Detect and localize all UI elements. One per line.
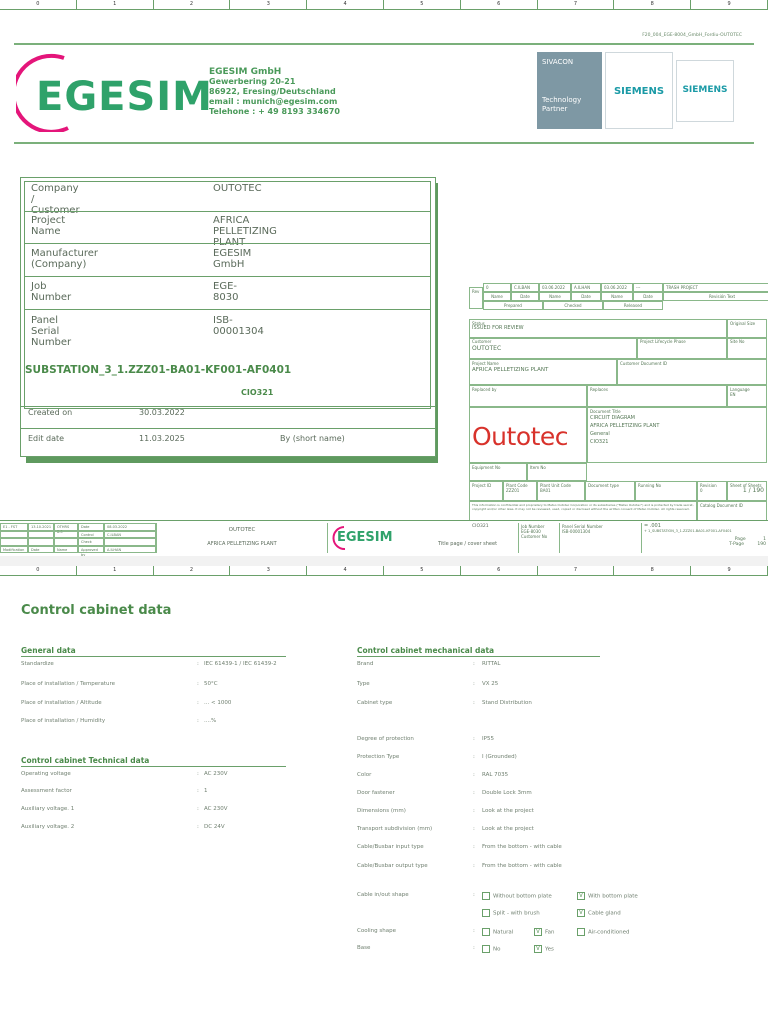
general-label: Place of installation / Humidity — [21, 718, 106, 724]
tech-colon: : — [197, 824, 199, 830]
replaces-label: Replaces — [587, 385, 727, 407]
mech-label: Door fastener — [357, 790, 395, 796]
revision-header-label: Date — [511, 292, 539, 301]
tech-label: Assessment factor — [21, 788, 72, 794]
document-title-line-3: General — [590, 431, 610, 437]
siemens-logo-box-2 — [676, 60, 734, 122]
revision-header-label: Name — [601, 292, 633, 301]
revision-role-label: Released — [603, 301, 663, 310]
revision-cell — [697, 481, 727, 501]
plant-unit-cell — [537, 481, 585, 501]
tech-value: DC 24V — [204, 824, 225, 830]
info-value: OUTOTEC — [213, 183, 262, 194]
checkbox-icon — [577, 928, 585, 936]
mech-label: Cable/Busbar output type — [357, 863, 428, 869]
footer-tpage-label: T-Page — [729, 542, 744, 547]
mech-label: Type — [357, 681, 370, 687]
mech-colon: : — [473, 681, 475, 687]
opt-base-yes[interactable] — [534, 945, 554, 953]
footer-revision-cell: 08.03.2022 — [104, 523, 156, 531]
mech-value: RAL 7035 — [482, 772, 509, 778]
customer-cell — [469, 337, 637, 359]
mech-colon: : — [473, 700, 475, 706]
opt-label: Yes — [545, 946, 554, 953]
page-gap — [0, 556, 768, 566]
footer-panel-label: Panel Serial Number — [562, 524, 603, 529]
footer-equipment: = .001 — [644, 523, 661, 529]
plant-code-label: Plant Code — [506, 483, 528, 488]
opt-label: With bottom plate — [588, 893, 638, 900]
sheet-value: 1 / 190 — [742, 487, 764, 494]
footer-job-value: EGE-8030 — [521, 529, 541, 534]
column-ruler — [0, 0, 768, 10]
footer-cio: CIO321 — [472, 524, 489, 529]
footer-revision-cell: 13.10.2021 — [28, 523, 54, 531]
original-size-label: Original Size — [727, 319, 767, 339]
document-title-line-2: AFRICA PELLETIZING PLANT — [590, 423, 660, 429]
footer-egesim-logo — [330, 525, 400, 551]
footer-revision-cell: OTHRS 8.0 — [54, 523, 78, 531]
opt-label: Cable gland — [588, 910, 621, 917]
ruler-column-2: 2 — [154, 0, 231, 9]
info-value: ISB-00001304 — [213, 315, 264, 337]
ruler-column-5: 5 — [384, 566, 461, 575]
general-value: ... < 1000 — [204, 700, 232, 706]
status-cell — [469, 319, 727, 339]
ruler-column-8: 8 — [614, 566, 691, 575]
mechanical-data-rule — [357, 656, 600, 657]
base-label: Base — [357, 945, 371, 951]
siemens-wordmark-1: SIEMENS — [613, 86, 665, 97]
revision-row-cell: 03.06.2022 — [539, 283, 571, 292]
info-label: Job Number — [31, 281, 72, 303]
info-row-divider — [24, 276, 430, 277]
ruler-column-6: 6 — [461, 566, 538, 575]
opt-label: Fan — [545, 929, 555, 936]
ruler-column-3: 3 — [230, 566, 307, 575]
site-no-label: Site No — [727, 337, 767, 359]
footer-tpage-value: 190 — [757, 542, 766, 547]
footer-customer-no: Customer No — [521, 534, 548, 539]
revision-header-label: Name — [483, 292, 511, 301]
mech-label: Cable/Busbar input type — [357, 844, 424, 850]
revision-header-label: Date — [571, 292, 601, 301]
company-city: 86922, Eresing/Deutschland — [209, 87, 336, 96]
customer-value: OUTOTEC — [472, 345, 502, 352]
opt-fan[interactable] — [534, 928, 555, 936]
technical-data-header: Control cabinet Technical data — [21, 756, 150, 765]
cooling-shape-colon: : — [473, 928, 475, 934]
created-on-value: 30.03.2022 — [139, 408, 185, 417]
project-name-cell — [469, 359, 617, 385]
mech-label: Color — [357, 772, 372, 778]
company-name: EGESIM GmbH — [209, 67, 282, 77]
mechanical-data-header: Control cabinet mechanical data — [357, 646, 495, 655]
checkbox-icon — [482, 945, 490, 953]
siemens-logo-box-1 — [605, 52, 673, 129]
revision-header-label: Date — [633, 292, 663, 301]
checkbox-icon — [482, 892, 490, 900]
lifecycle-label: Project Lifecycle Phase — [637, 337, 727, 359]
opt-label: No — [493, 946, 501, 953]
plant-unit-value: BA01 — [540, 488, 551, 493]
revision-header-label: Name — [539, 292, 571, 301]
header-rule — [14, 43, 754, 45]
document-title-label: Document Title — [590, 409, 621, 414]
confidentiality-notice: This information is confidential and proprietary to Metso Outotec Corporation or its subsidiaries ("Metso Outotec") and is protected by trade secret, copyright and/or other laws. It may not be reviewed, used, copied or disclosed without the written consent of Metso Outotec. All rights reserved. — [469, 501, 697, 521]
ruler-column-3: 3 — [230, 0, 307, 9]
tech-label: Operating voltage — [21, 771, 71, 777]
control-cabinet-data-page — [0, 566, 768, 1024]
replaced-by-label: Replaced by — [469, 385, 587, 407]
info-divider-2 — [21, 428, 435, 429]
footer-customer: OUTOTEC — [228, 527, 256, 533]
plant-code-cell — [503, 481, 537, 501]
technology-partner-text: Technology Partner — [542, 96, 582, 113]
mech-colon: : — [473, 808, 475, 814]
header-bottom-rule — [14, 142, 754, 144]
sivacon-badge — [537, 52, 602, 129]
sheet-label: Sheet of Sheets — [730, 483, 762, 488]
mech-colon: : — [473, 772, 475, 778]
mech-colon: : — [473, 736, 475, 742]
opt-air-conditioned[interactable] — [577, 928, 630, 936]
outotec-logo-cell — [469, 407, 587, 463]
ruler-column-1: 1 — [77, 566, 154, 575]
footer-revision-cell: Check — [78, 538, 104, 546]
footer-revision-cell: Date — [78, 523, 104, 531]
ruler-column-4: 4 — [307, 566, 384, 575]
mech-colon: : — [473, 661, 475, 667]
revision-role-label: Prepared — [483, 301, 543, 310]
ruler-column-6: 6 — [461, 0, 538, 9]
general-value: IEC 61439-1 / IEC 61439-2 — [204, 661, 277, 667]
document-title-line-4: CIO321 — [590, 439, 609, 445]
project-name-value: AFRICA PELLETIZING PLANT — [472, 367, 549, 373]
mech-value: RITTAL — [482, 661, 501, 667]
cio-code: CIO321 — [241, 388, 274, 397]
ruler-column-7: 7 — [538, 0, 615, 9]
checkbox-checked-icon: V — [534, 945, 542, 953]
checkbox-checked-icon: V — [534, 928, 542, 936]
substation-code: SUBSTATION_3_1.ZZZ01-BA01-KF001-AF0401 — [25, 364, 292, 376]
info-row-divider — [24, 243, 430, 244]
tech-colon: : — [197, 788, 199, 794]
revision-label: Revision — [700, 483, 717, 488]
ruler-column-8: 8 — [614, 0, 691, 9]
footer-revision-cell: A.ILHAN — [104, 546, 156, 554]
project-info-box — [20, 177, 436, 457]
by-short-name-label: By (short name) — [280, 434, 345, 443]
mech-colon: : — [473, 790, 475, 796]
footer-page-numbers — [729, 537, 766, 547]
footer-sheet-title: Title page / cover sheet — [438, 541, 498, 547]
checkbox-checked-icon: V — [577, 892, 585, 900]
revision-row-cell: 03.06.2022 — [601, 283, 633, 292]
mech-label: Brand — [357, 661, 374, 667]
opt-label: Split - with brush — [493, 910, 540, 917]
footer-revision-cell — [54, 538, 78, 546]
logo-wordmark: EGESIM — [36, 74, 213, 120]
cable-shape-label: Cable in/out shape — [357, 892, 409, 898]
opt-with-bottom-plate[interactable] — [577, 892, 638, 900]
footer-revision-cell — [54, 531, 78, 539]
egesim-logo — [16, 52, 213, 132]
cover-footer — [0, 520, 768, 555]
ruler-column-0: 0 — [0, 0, 77, 9]
general-value: 50°C — [204, 681, 218, 687]
footer-revision-cell — [28, 531, 54, 539]
ruler-column-9: 9 — [691, 566, 768, 575]
footer-revision-cell — [0, 531, 28, 539]
plant-unit-label: Plant Unit Code — [540, 483, 572, 488]
tech-label: Auxiliary voltage. 2 — [21, 824, 75, 830]
revision-value: 0 — [700, 488, 703, 493]
footer-revision-cell — [28, 538, 54, 546]
footer-revision-cell: Approved by — [78, 546, 104, 554]
running-no-label: Running No — [635, 481, 697, 501]
revision-row-cell: A.ILHAN — [571, 283, 601, 292]
revision-row-cell: C.ILBAN — [511, 283, 539, 292]
tech-value: 1 — [204, 788, 208, 794]
info-label: Manufacturer (Company) — [31, 248, 98, 270]
language-label: Language — [730, 387, 750, 392]
edit-date-value: 11.03.2025 — [139, 434, 185, 443]
mech-value: Look at the project — [482, 826, 534, 832]
opt-without-bottom-plate[interactable] — [482, 892, 552, 900]
ruler-column-1: 1 — [77, 0, 154, 9]
mech-colon: : — [473, 826, 475, 832]
company-phone: Telehone : + 49 8193 334670 — [209, 107, 340, 116]
info-row-divider — [24, 309, 430, 310]
general-colon: : — [197, 718, 199, 724]
opt-base-no[interactable] — [482, 945, 500, 953]
mech-value: IP55 — [482, 736, 494, 742]
general-data-rule — [21, 656, 286, 657]
created-on-label: Created on — [28, 408, 73, 417]
ruler-column-4: 4 — [307, 0, 384, 9]
tech-colon: : — [197, 771, 199, 777]
general-value: ....% — [204, 718, 217, 724]
equipment-no-label: Equipment No — [469, 463, 527, 481]
ruler-column-9: 9 — [691, 0, 768, 9]
ruler-column-2: 2 — [154, 566, 231, 575]
cooling-shape-label: Cooling shape — [357, 928, 396, 934]
info-label: Panel Serial Number — [31, 315, 72, 348]
info-value: EGESIM GmbH — [213, 248, 252, 270]
general-colon: : — [197, 681, 199, 687]
outotec-logo: Outotec — [472, 422, 569, 451]
general-colon: : — [197, 661, 199, 667]
page-title: Control cabinet data — [21, 603, 172, 618]
mech-value: Double Lock 3mm — [482, 790, 532, 796]
project-name-label: Project Name — [472, 361, 499, 366]
document-type-label: Document type — [585, 481, 635, 501]
ruler-column-0: 0 — [0, 566, 77, 575]
tech-value: AC 230V — [204, 771, 228, 777]
technical-data-rule — [21, 766, 286, 767]
opt-cable-gland[interactable] — [577, 909, 621, 917]
footer-job-label: Job Number — [521, 524, 545, 529]
info-row-divider — [24, 211, 430, 212]
info-label: Company / — [31, 183, 79, 205]
revision-row-cell: 0 — [483, 283, 511, 292]
revision-role-label: Checked — [543, 301, 603, 310]
footer-panel-value: ISB-00001304 — [562, 529, 591, 534]
ruler-column-5: 5 — [384, 0, 461, 9]
ruler-column-7: 7 — [538, 566, 615, 575]
document-title-cell — [587, 407, 767, 463]
status-label: Status — [472, 321, 485, 326]
revision-header-label: Revisión Text — [663, 292, 768, 301]
footer-revision-cell — [104, 538, 156, 546]
footer-project: AFRICA PELLETIZING PLANT — [207, 541, 277, 547]
footer-revision-cell: E1 - FST — [0, 523, 28, 531]
opt-split-with-brush[interactable] — [482, 909, 540, 917]
document-title-line-1: CIRCUIT DIAGRAM — [590, 415, 635, 421]
footer-project-cell — [156, 523, 328, 553]
mech-value: From the bottom - with cable — [482, 863, 562, 869]
info-value: EGE-8030 — [213, 281, 239, 303]
rev-label: Rev — [469, 287, 483, 309]
info-value: AFRICA PELLETIZING — [213, 215, 277, 237]
language-cell — [727, 385, 767, 407]
general-data-header: General data — [21, 646, 76, 655]
plant-code-value: ZZZ01 — [506, 488, 520, 493]
mech-label: Dimensions (mm) — [357, 808, 406, 814]
checkbox-icon — [482, 928, 490, 936]
item-no-label: Item No — [527, 463, 587, 481]
footer-revision-cell: Modification — [0, 546, 28, 554]
mech-value: Stand Distribution — [482, 700, 532, 706]
siemens-wordmark-2: SIEMENS — [682, 85, 728, 95]
tech-colon: : — [197, 806, 199, 812]
sheet-cell — [727, 481, 767, 501]
mech-label: Degree of protection — [357, 736, 414, 742]
tech-label: Auxiliary voltage. 1 — [21, 806, 75, 812]
edit-date-label: Edit date — [28, 434, 65, 443]
project-id-label: Project ID — [469, 481, 503, 501]
tech-value: AC 230V — [204, 806, 228, 812]
column-ruler-2 — [0, 566, 768, 576]
mech-value: VX 25 — [482, 681, 499, 687]
customer-label: Customer — [472, 339, 492, 344]
mech-label: Transport subdivision (mm) — [357, 826, 433, 832]
general-label: Standardize — [21, 661, 54, 667]
mech-value: I (Grounded) — [482, 754, 517, 760]
opt-label: Without bottom plate — [493, 893, 552, 900]
info-label: Project Name — [31, 215, 66, 237]
opt-label: Air-conditioned — [588, 929, 630, 936]
mech-label: Protection Type — [357, 754, 400, 760]
cable-shape-colon: : — [473, 892, 475, 898]
base-colon: : — [473, 945, 475, 951]
checkbox-icon — [482, 909, 490, 917]
company-street: Gewerbering 20-21 — [209, 77, 296, 86]
general-label: Place of installation / Altitude — [21, 700, 102, 706]
footer-revision-cell — [0, 538, 28, 546]
company-address — [209, 67, 340, 117]
language-value: EN — [730, 392, 736, 397]
company-email: email : munich@egesim.com — [209, 97, 338, 106]
footer-revision-cell: Date — [28, 546, 54, 554]
customer-document-id-label: Customer Document ID — [617, 359, 767, 385]
general-label: Place of installation / Temperature — [21, 681, 115, 687]
mech-value: Look at the project — [482, 808, 534, 814]
status-value: ISSUED FOR REVIEW — [472, 325, 524, 331]
mech-colon: : — [473, 863, 475, 869]
mech-label: Cabinet type — [357, 700, 393, 706]
mech-value: From the bottom - with cable — [482, 844, 562, 850]
checkbox-checked-icon: V — [577, 909, 585, 917]
footer-revision-cell: Control — [78, 531, 104, 539]
footer-page-value: 1 — [763, 537, 766, 542]
mech-colon: : — [473, 844, 475, 850]
catalog-document-id-label: Catalog Document ID — [697, 501, 767, 521]
title-block — [469, 279, 767, 519]
sivacon-text: SIVACON — [542, 58, 574, 66]
opt-natural[interactable] — [482, 928, 513, 936]
footer-revision-cell: Name — [54, 546, 78, 554]
footer-right-block — [438, 523, 768, 553]
general-colon: : — [197, 700, 199, 706]
footer-location: + 1_SUBSTATION_3_1.ZZZ01-BA01-KF001-AF0401 — [644, 529, 732, 533]
info-divider-1 — [21, 406, 435, 407]
revision-row-cell: --- — [633, 283, 663, 292]
footer-page-label: Page — [734, 537, 746, 542]
footer-logo-wordmark: EGESIM — [337, 530, 393, 545]
revision-row-cell: TRASH PROJECT — [663, 283, 768, 292]
opt-label: Natural — [493, 929, 514, 936]
mech-colon: : — [473, 754, 475, 760]
document-reference: F20_004_EGE-8004_GmbH_Fordiu-OUTOTEC — [642, 33, 742, 38]
footer-revision-cell: C.ILBAN — [104, 531, 156, 539]
